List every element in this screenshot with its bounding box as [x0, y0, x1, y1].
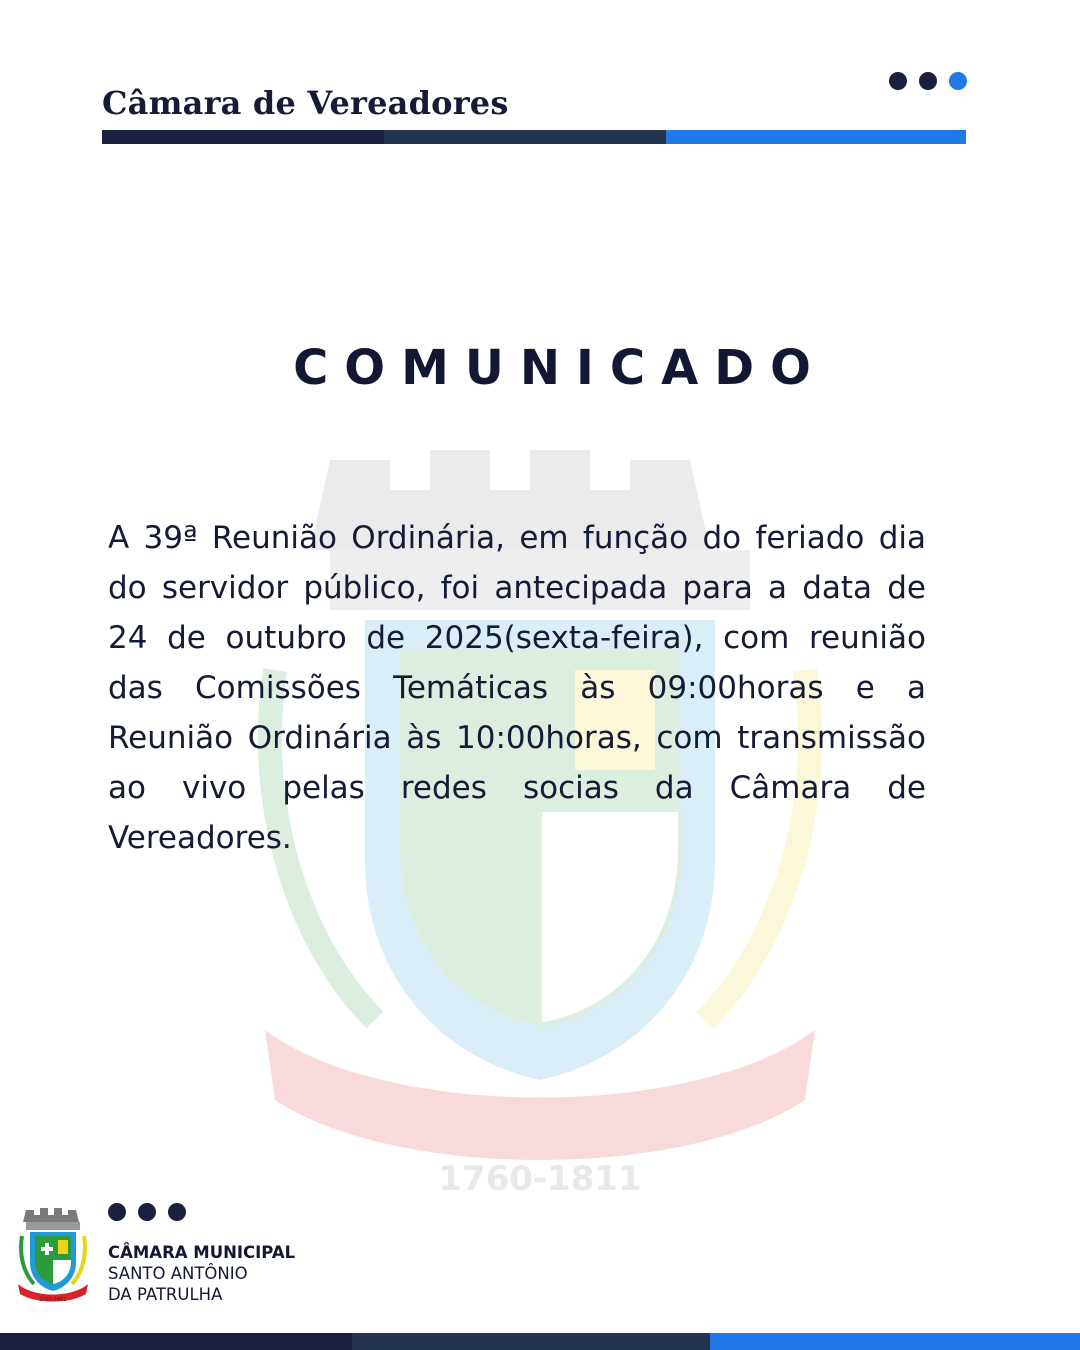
header-divider — [102, 130, 966, 144]
logo-years: 1760-1811 — [39, 1297, 67, 1302]
header-title: Câmara de Vereadores — [102, 84, 509, 122]
footer-line-1: CÂMARA MUNICIPAL — [108, 1243, 296, 1262]
dot-icon — [949, 72, 967, 90]
dot-icon — [889, 72, 907, 90]
dot-icon — [108, 1203, 126, 1221]
footer-divider — [0, 1333, 1080, 1350]
coat-of-arms-icon — [14, 1202, 92, 1302]
three-dots-icon — [108, 1203, 186, 1221]
announcement-text: A 39ª Reunião Ordinária, em função do feriado dia do servidor público, foi antecipada para a data de 24 de outubro de 2025(sexta-feira), com reunião das Comissões Temáticas às 09:00horas e a Reunião Ordinária às 10:00horas, com transmissão ao vivo pelas redes socias da Câmara de Vereadores. — [108, 520, 926, 856]
dot-icon — [919, 72, 937, 90]
footer-line-3: DA PATRULHA — [108, 1285, 223, 1304]
three-dots-icon — [889, 72, 967, 90]
dot-icon — [138, 1203, 156, 1221]
dot-icon — [168, 1203, 186, 1221]
footer-institution — [108, 1242, 295, 1305]
footer-line-2: SANTO ANTÔNIO — [108, 1264, 248, 1283]
watermark-years: 1760-1811 — [438, 1159, 642, 1199]
page-title: COMUNICADO — [293, 340, 827, 396]
